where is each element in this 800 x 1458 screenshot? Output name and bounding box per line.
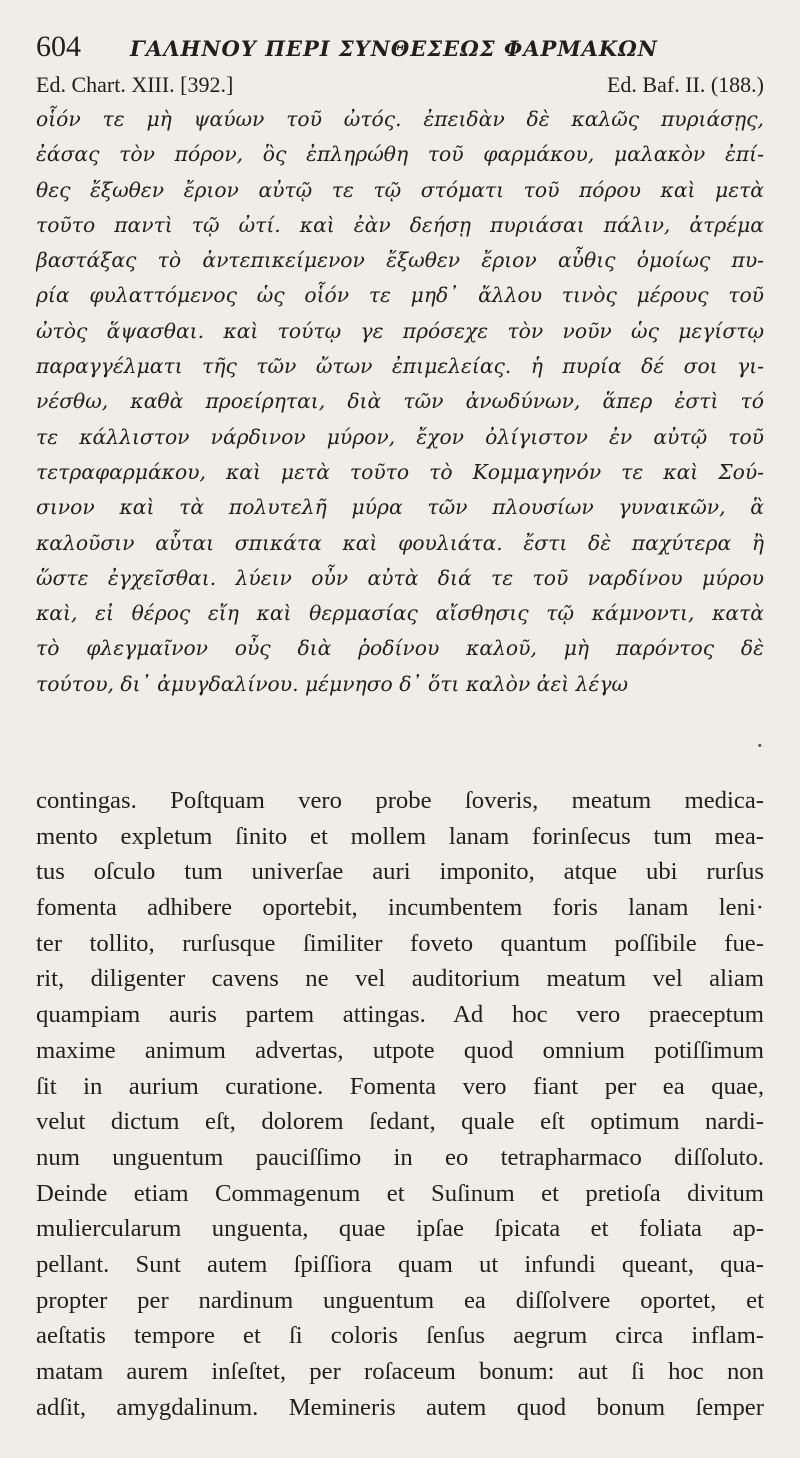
- greek-line: ὠτὸς ἅψασθαι. καὶ τούτῳ γε πρόσεχε τὸν νοῦν ὡς μεγίστῳ: [36, 318, 764, 343]
- greek-line: καλοῦσιν αὗται σπικάτα καὶ φουλιάτα. ἔστι δὲ παχύτερα ἢ: [36, 530, 764, 555]
- latin-line: num unguentum pauciſſimo in eo tetrapharmaco diſſoluto.: [36, 1143, 764, 1171]
- latin-line: ter tollito, rurſusque ſimiliter foveto quantum poſſibile fue-: [36, 929, 764, 957]
- running-title: ΓΑΛΗΝΟΥ ΠΕΡΙ ΣΥΝΘΕΣΕΩΣ ΦΑΡΜΑΚΩΝ: [130, 36, 658, 61]
- latin-line: muliercularum unguenta, quae ipſae ſpicata et foliata ap-: [36, 1215, 764, 1243]
- edition-right: Ed. Baf. II. (188.): [606, 72, 764, 97]
- greek-line: παραγγέλματι τῆς τῶν ὤτων ἐπιμελείας. ἡ πυρία δέ σοι γι-: [36, 354, 764, 379]
- greek-line: ρία φυλαττόμενος ὡς οἷόν τε μηδ᾽ ἄλλου τινὸς μέρους τοῦ: [36, 283, 764, 308]
- margin-mark: ·: [756, 732, 764, 760]
- latin-line: matam aurem inſeſtet, per roſaceum bonum: aut ſi hoc non: [36, 1358, 764, 1385]
- greek-line: τοῦτο παντὶ τῷ ὠτί. καὶ ἐὰν δεήσῃ πυριάσαι πάλιν, ἀτρέμα: [36, 212, 764, 237]
- latin-line: aeſtatis tempore et ſi coloris ſenſus aegrum circa inflam-: [36, 1322, 764, 1350]
- latin-line: mento expletum ſinito et mollem lanam forinſecus tum mea-: [36, 822, 764, 850]
- latin-line: ſit in aurium curatione. Fomenta vero fiant per ea quae,: [36, 1072, 764, 1100]
- greek-line: ἐάσας τὸν πόρον, ὃς ἐπληρώθη τοῦ φαρμάκου, μαλακὸν ἐπί-: [36, 142, 764, 167]
- page-header: [36, 30, 764, 64]
- greek-line: τετραφαρμάκου, καὶ μετὰ τοῦτο τὸ Κομμαγηνόν τε καὶ Σού-: [36, 459, 764, 484]
- latin-line: maxime animum advertas, utpote quod omnium potiſſimum: [36, 1036, 764, 1064]
- greek-line: θες ἔξωθεν ἔριον αὐτῷ τε τῷ στόματι τοῦ πόρου καὶ μετὰ: [36, 177, 764, 202]
- greek-line: νέσθω, καθὰ προείρηται, διὰ τῶν ἀνωδύνων, ἅπερ ἐστὶ τό: [36, 389, 764, 414]
- edition-references: [36, 72, 764, 102]
- greek-line: τούτου, δι᾽ ἀμυγδαλίνου. μέμνησο δ᾽ ὅτι καλὸν ἀεὶ λέγω: [36, 671, 629, 696]
- greek-line: οἷόν τε μὴ ψαύων τοῦ ὠτός. ἐπειδὰν δὲ καλῶς πυριάσῃς,: [36, 107, 764, 131]
- greek-text: [36, 102, 764, 702]
- latin-line: fomenta adhibere oportebit, incumbentem foris lanam leni·: [36, 894, 764, 922]
- edition-left: Ed. Chart. XIII. [392.]: [36, 72, 234, 97]
- latin-line: pellant. Sunt autem ſpiſſiora quam ut infundi queant, qua-: [36, 1250, 764, 1278]
- greek-line: ὥστε ἐγχεῖσθαι. λύειν οὖν αὐτὰ διά τε τοῦ ναρδίνου μύρου: [36, 565, 764, 590]
- latin-line: contingas. Poſtquam vero probe ſoveris, meatum medica-: [36, 787, 764, 814]
- latin-text: [36, 783, 764, 1425]
- greek-line: βαστάξας τὸ ἀντεπικείμενον ἔξωθεν ἔριον αὖθις ὁμοίως πυ-: [36, 248, 764, 273]
- page-number: 604: [36, 30, 81, 63]
- latin-line: tus oſculo tum univerſae auri imponito, atque ubi rurſus: [36, 858, 764, 886]
- latin-line: adſit, amygdalinum. Memineris autem quod bonum ſemper: [36, 1393, 764, 1421]
- latin-line: propter per nardinum unguentum ea diſſolvere oportet, et: [36, 1286, 764, 1314]
- greek-line: καὶ, εἰ θέρος εἴη καὶ θερμασίας αἴσθησις τῷ κάμνοντι, κατὰ: [36, 601, 764, 626]
- latin-line: velut dictum eſt, dolorem ſedant, quale eſt optimum nardi-: [36, 1108, 764, 1136]
- latin-line: rit, diligenter cavens ne vel auditorium meatum vel aliam: [36, 965, 764, 993]
- latin-line: Deinde etiam Commagenum et Suſinum et pretioſa divitum: [36, 1179, 764, 1207]
- latin-line: quampiam auris partem attingas. Ad hoc vero praeceptum: [36, 1001, 764, 1029]
- greek-line: τε κάλλιστον νάρδινον μύρον, ἔχον ὀλίγιστον ἐν αὐτῷ τοῦ: [36, 424, 764, 449]
- greek-line: σινον καὶ τὰ πολυτελῆ μύρα τῶν πλουσίων γυναικῶν, ἃ: [36, 495, 764, 520]
- greek-line: τὸ φλεγμαῖνον οὖς διὰ ῥοδίνου καλοῦ, μὴ παρόντος δὲ: [36, 636, 764, 661]
